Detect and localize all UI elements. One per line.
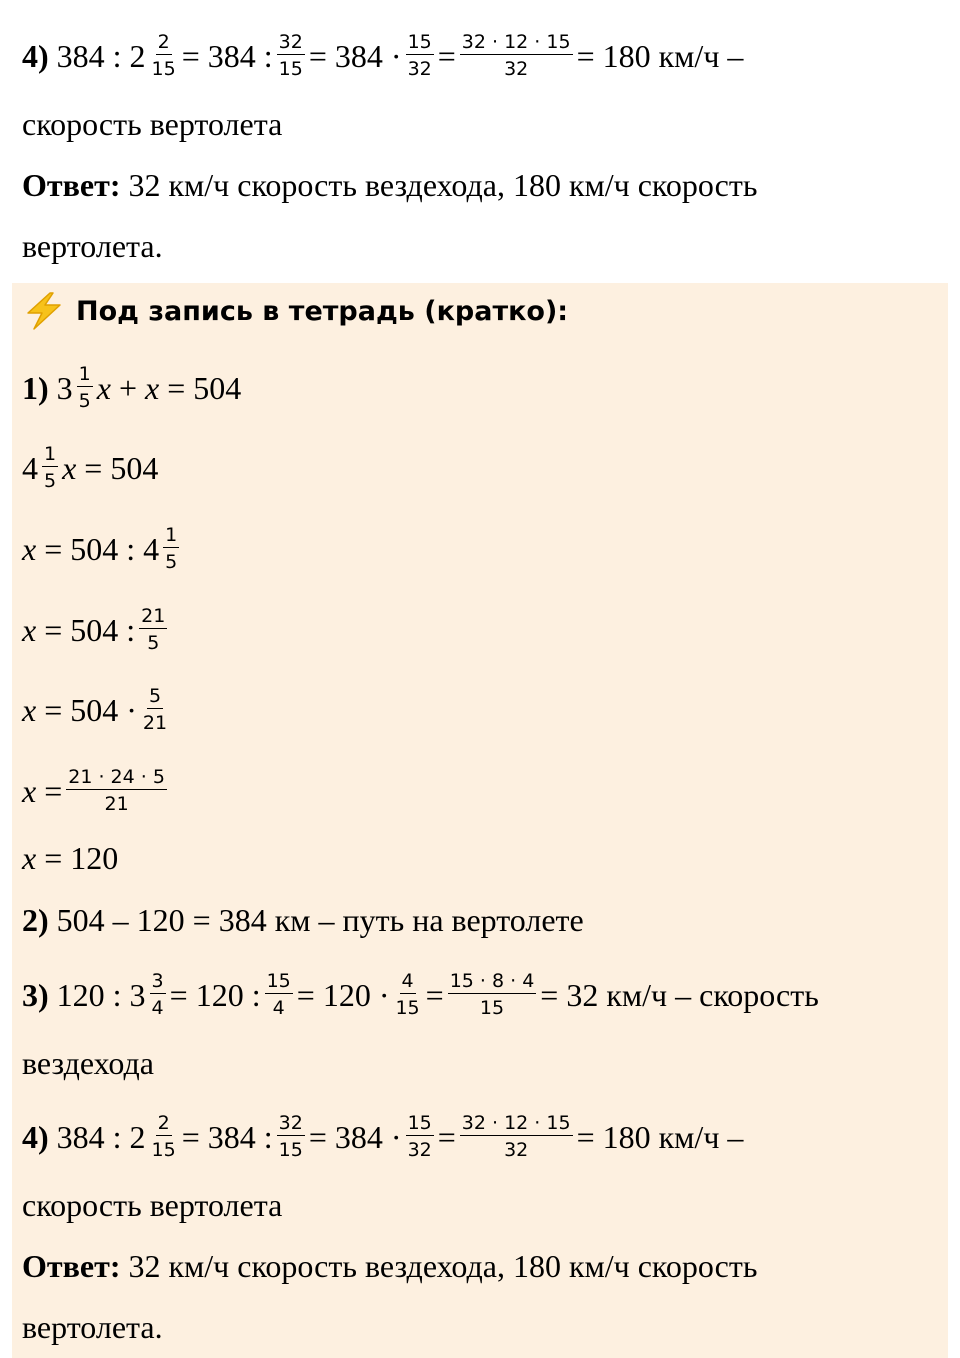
top-answer-line: Ответ: 32 км/ч скорость вездехода, 180 км/ч скорость xyxy=(22,167,758,203)
box-line-1: 1) 3 $\frac{1}{5}$ x + x = 504 xyxy=(22,363,242,412)
fraction: $\frac{15 \cdot 8 \cdot 4}{15}$ xyxy=(449,970,535,1019)
box-step2-line: 2) 504 – 120 = 384 км – путь на вертолете xyxy=(22,902,584,938)
fraction: $\frac{32}{15}$ xyxy=(278,1112,303,1161)
step-number: 2) xyxy=(22,902,49,938)
fraction: $\frac{21 \cdot 24 \cdot 5}{21}$ xyxy=(68,766,165,815)
fraction: $\frac{15}{4}$ xyxy=(266,970,291,1019)
answer-label: Ответ: xyxy=(22,167,121,203)
top-answer-continuation: вертолета. xyxy=(22,228,163,264)
step-number: 4) xyxy=(22,37,49,74)
box-line-2: 4 $\frac{1}{5}$ x = 504 xyxy=(22,443,159,492)
fraction: $\frac{5}{21}$ xyxy=(142,685,168,734)
fraction: $\frac{32 \cdot 12 \cdot 15}{32}$ xyxy=(461,31,571,80)
top-step4-continuation: скорость вертолета xyxy=(22,106,283,142)
fraction: $\frac{1}{5}$ xyxy=(78,363,91,412)
box-line-3: x = 504 : 4 $\frac{1}{5}$ xyxy=(22,524,178,573)
fraction: $\frac{32}{15}$ xyxy=(278,31,303,80)
box-step3-continuation: вездехода xyxy=(22,1045,154,1081)
box-title xyxy=(22,289,568,333)
fraction: $\frac{4}{15}$ xyxy=(395,970,420,1019)
fraction: $\frac{3}{4}$ xyxy=(151,970,164,1019)
box-line-7: x = 120 xyxy=(22,840,119,876)
answer-label: Ответ: xyxy=(22,1248,121,1284)
step-number: 1) xyxy=(22,369,49,406)
fraction: $\frac{15}{32}$ xyxy=(407,1112,432,1161)
fraction: $\frac{1}{5}$ xyxy=(44,443,57,492)
box-step3-line: 3) 120 : 3 $\frac{3}{4}$ = 120 : $\frac{15}{4}$ = 120 · $\frac{4}{15}$ = $\frac{15 \cdot 8 \cdot 4}{15}$ = 32 км/ч – скорость xyxy=(22,970,819,1019)
fraction: $\frac{21}{5}$ xyxy=(141,605,166,654)
step-number: 4) xyxy=(22,1118,49,1155)
top-step4-line: 4) 384 : 2 $\frac{2}{15}$ = 384 : $\frac{32}{15}$ = 384 · $\frac{15}{32}$ = $\frac{32 \cdot 12 \cdot 15}{32}$ = 180 км/ч – xyxy=(22,31,744,80)
box-line-5: x = 504 · $\frac{5}{21}$ xyxy=(22,685,168,734)
box-answer-line: Ответ: 32 км/ч скорость вездехода, 180 км/ч скорость xyxy=(22,1248,758,1284)
box-step4-continuation: скорость вертолета xyxy=(22,1187,283,1223)
fraction: $\frac{32 \cdot 12 \cdot 15}{32}$ xyxy=(461,1112,571,1161)
box-line-4: x = 504 : $\frac{21}{5}$ xyxy=(22,605,166,654)
box-title-text: Под запись в тетрадь (кратко): xyxy=(76,295,569,327)
fraction: $\frac{2}{15}$ xyxy=(151,1112,176,1161)
fraction: $\frac{15}{32}$ xyxy=(407,31,432,80)
step-number: 3) xyxy=(22,976,49,1013)
fraction: $\frac{1}{5}$ xyxy=(165,524,178,573)
box-line-6: x = $\frac{21 \cdot 24 \cdot 5}{21}$ xyxy=(22,766,165,815)
lightning-icon xyxy=(22,291,66,331)
box-step4-line: 4) 384 : 2 $\frac{2}{15}$ = 384 : $\frac{32}{15}$ = 384 · $\frac{15}{32}$ = $\frac{32 \cdot 12 \cdot 15}{32}$ = 180 км/ч – xyxy=(22,1112,744,1161)
box-answer-continuation: вертолета. xyxy=(22,1309,163,1345)
fraction: $\frac{2}{15}$ xyxy=(151,31,176,80)
